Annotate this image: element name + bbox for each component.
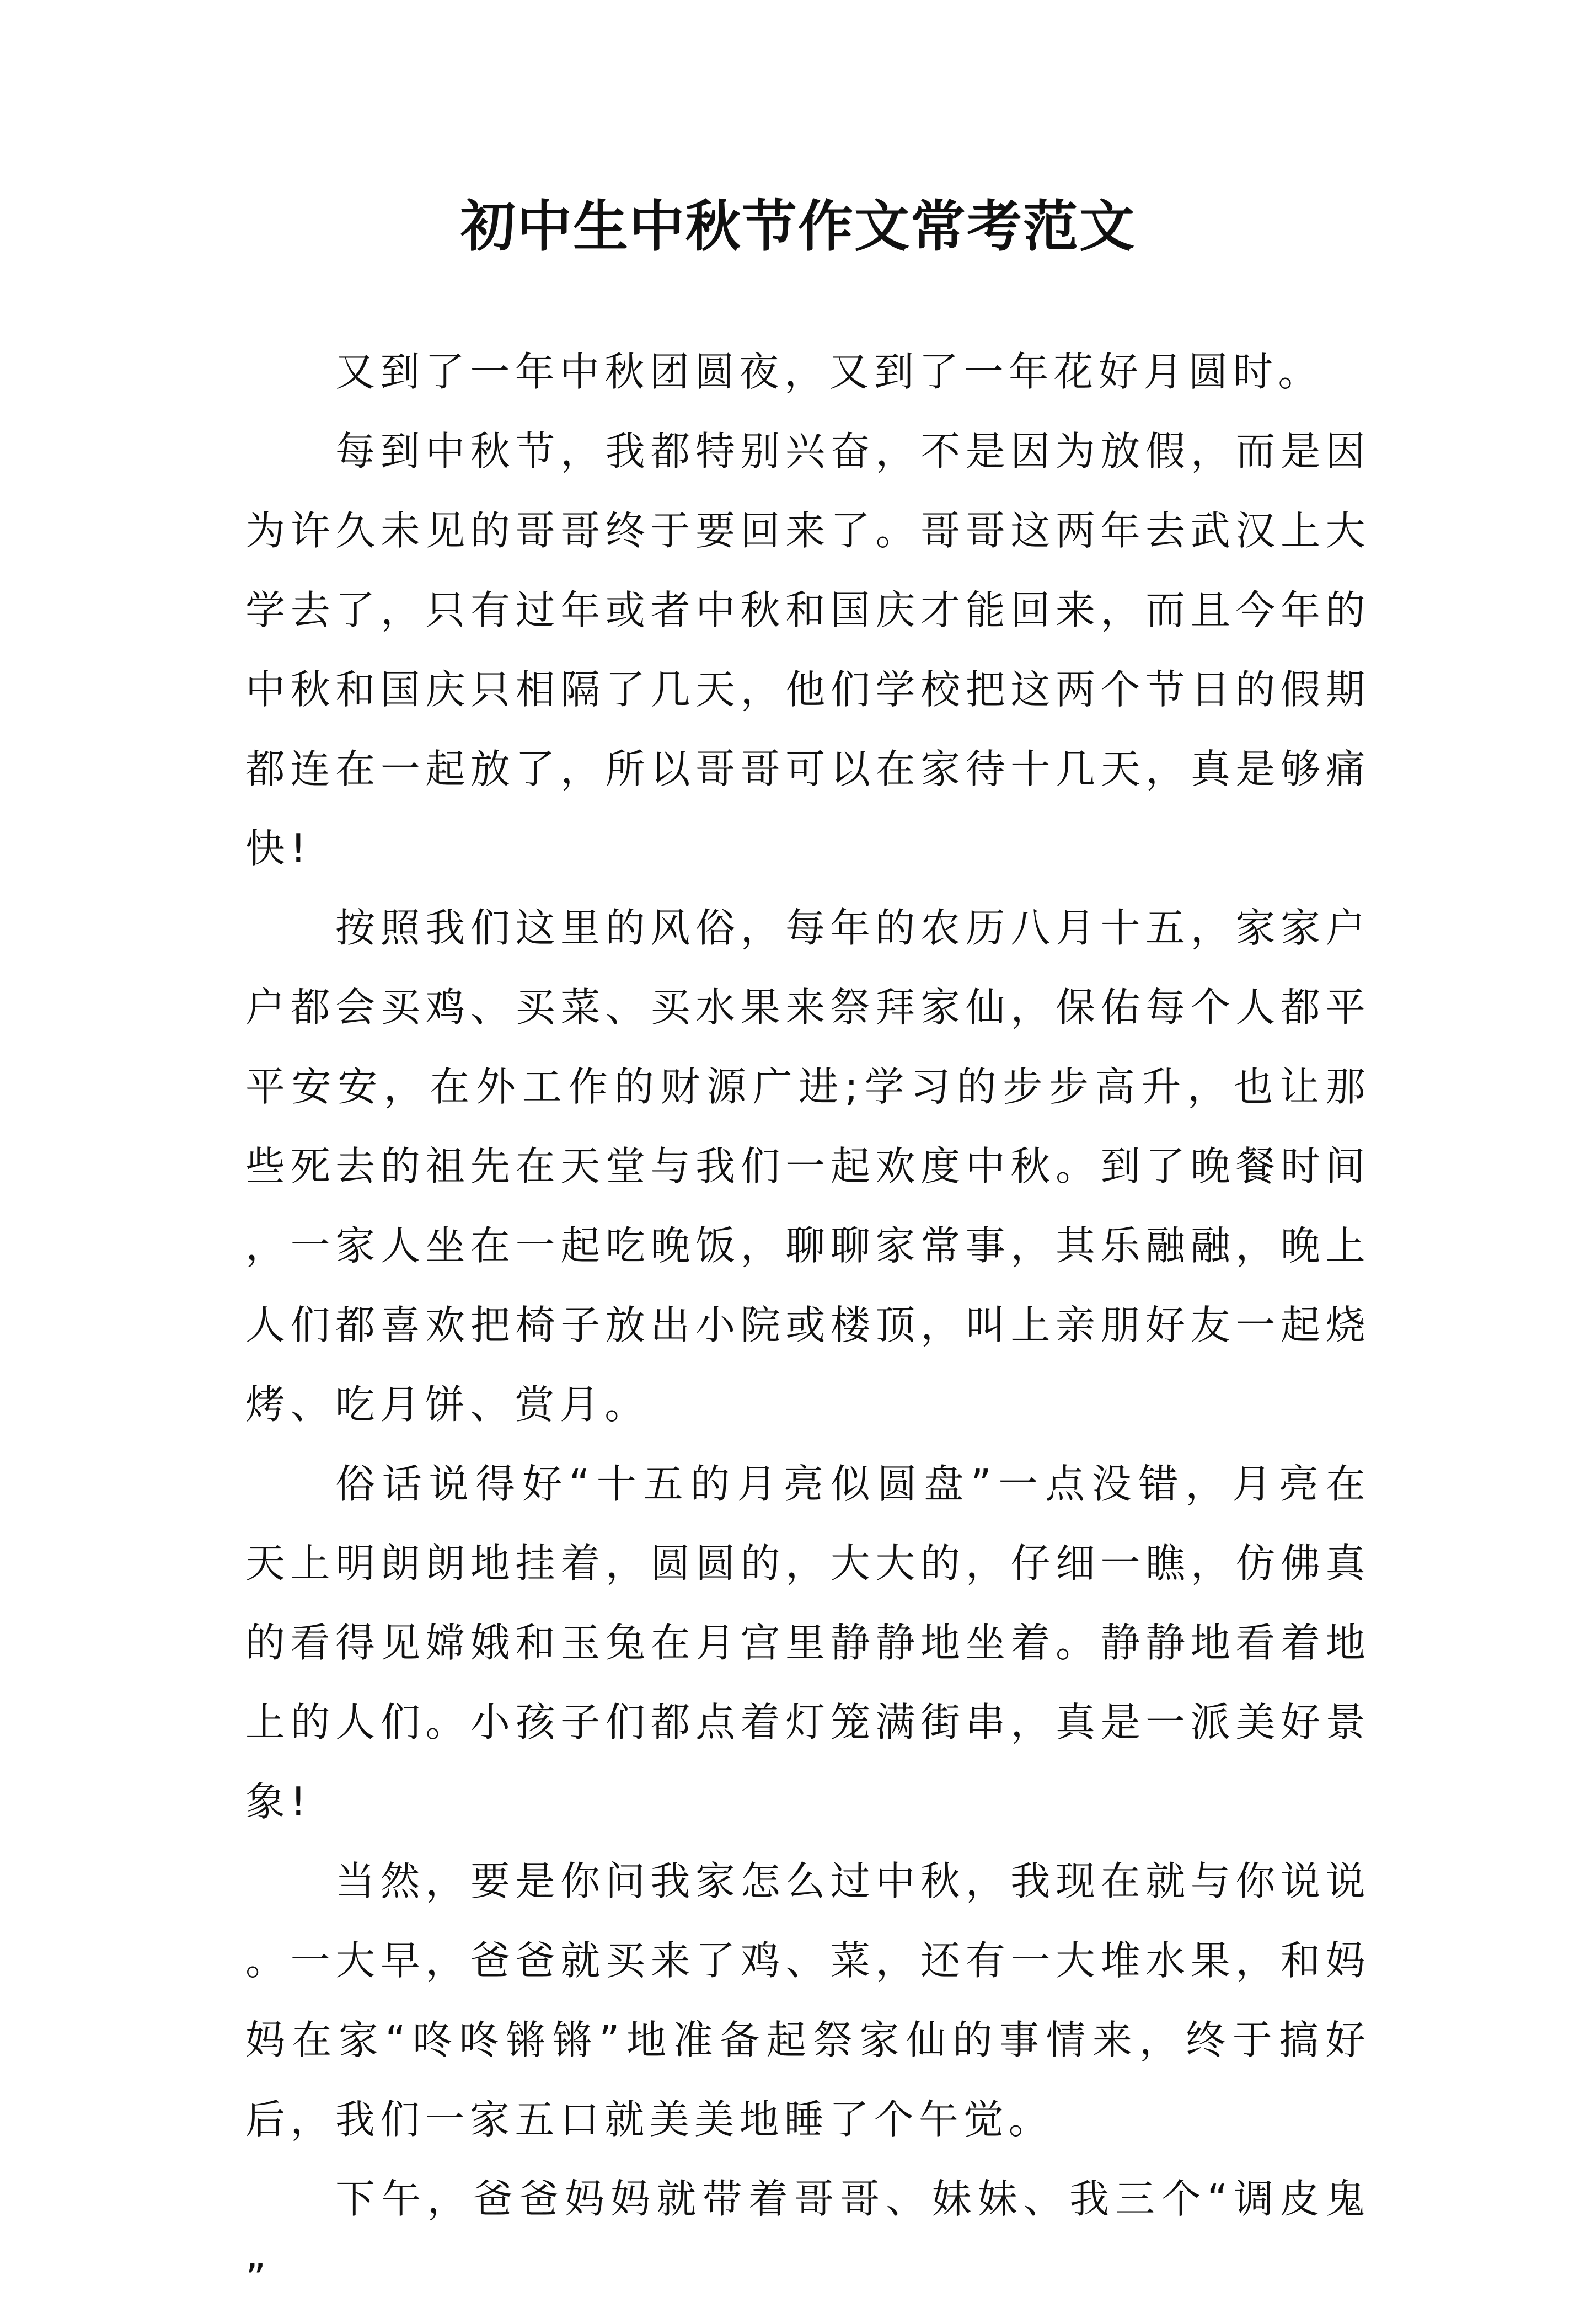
paragraph: 每到中秋节，我都特别兴奋，不是因为放假，而是因为许久未见的哥哥终于要回来了。哥哥这两年去武汉上大学去了，只有过年或者中秋和国庆才能回来，而且今年的中秋和国庆只相隔了几天，他们学校把这两个节日的假期都连在一起放了，所以哥哥可以在家待十几天，真是够痛快! <box>245 428 1370 872</box>
document-body <box>245 332 1370 2318</box>
document-title: 初中生中秋节作文常考范文 <box>460 194 1136 259</box>
paragraph: 下午，爸爸妈妈就带着哥哥、妹妹、我三个“调皮鬼” <box>245 2176 1370 2301</box>
paragraph: 当然，要是你问我家怎么过中秋，我现在就与你说说。一大早，爸爸就买来了鸡、菜，还有一大堆水果，和妈妈在家“咚咚锵锵”地准备起祭家仙的事情来，终于搞好后，我们一家五口就美美地睡了个午觉。 <box>245 1858 1370 2143</box>
paragraph: 按照我们这里的风俗，每年的农历八月十五，家家户户都会买鸡、买菜、买水果来祭拜家仙，保佑每个人都平平安安，在外工作的财源广进;学习的步步高升，也让那些死去的祖先在天堂与我们一起欢度中秋。到了晚餐时间，一家人坐在一起吃晚饭，聊聊家常事，其乐融融，晚上人们都喜欢把椅子放出小院或楼顶，叫上亲朋好友一起烧烤、吃月饼、赏月。 <box>245 905 1370 1428</box>
paragraph: 又到了一年中秋团圆夜，又到了一年花好月圆时。 <box>335 349 1323 395</box>
paragraph: 俗话说得好“十五的月亮似圆盘”一点没错，月亮在天上明朗朗地挂着，圆圆的，大大的，仔细一瞧，仿佛真的看得见嫦娥和玉兔在月宫里静静地坐着。静静地看着地上的人们。小孩子们都点着灯笼满街串，真是一派美好景象! <box>245 1461 1370 1825</box>
